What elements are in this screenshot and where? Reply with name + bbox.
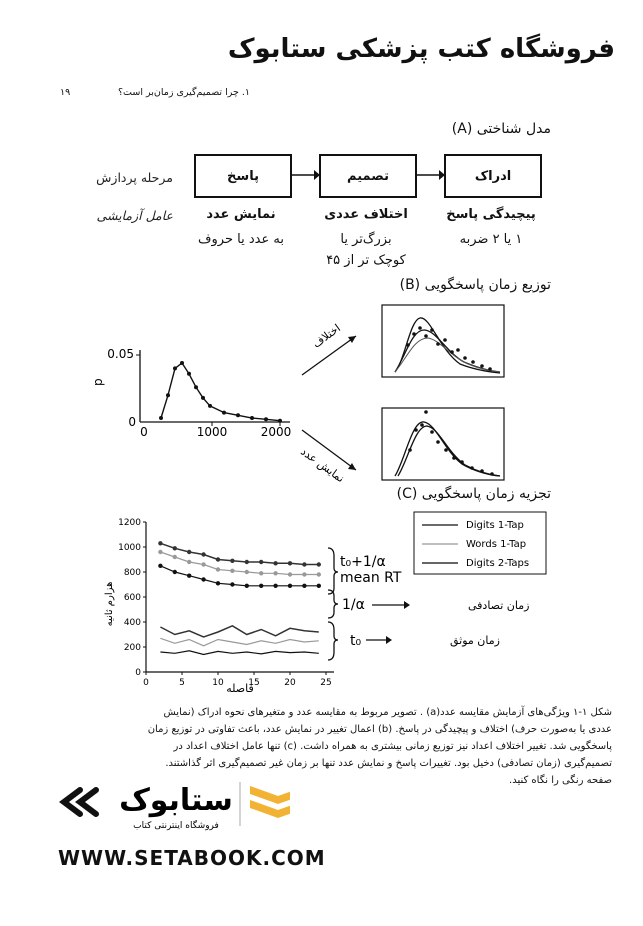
x-tick-label: 1000: [196, 425, 228, 439]
legend-entry: Digits 1-Tap: [466, 520, 524, 531]
x-tick-label: 2000: [260, 425, 292, 439]
y-tick-label: 1200: [118, 518, 141, 528]
level-decision-1: بزرگ‌تر یا: [340, 232, 392, 247]
y-tick-label: 400: [123, 618, 141, 628]
panel-c-label: تجزیه زمان پاسخگویی (C): [396, 486, 551, 502]
arrow-icon: [292, 170, 320, 180]
data-point: [288, 561, 292, 565]
data-point: [259, 560, 263, 564]
data-point: [273, 561, 277, 565]
data-point: [216, 567, 220, 571]
bracket-mean: [328, 548, 338, 594]
caption-line: پاسخگویی شد. تغییر اختلاف اعداد نیز توزیع زمانی بیشتری به همراه داشت. (c) تنها عامل اختلاف اعداد در: [173, 741, 612, 752]
x-tick-label: 20: [284, 678, 296, 688]
arrow-icon: [417, 170, 445, 180]
data-point: [288, 584, 292, 588]
data-point: [230, 582, 234, 586]
series-line: [160, 651, 318, 655]
data-point: [187, 560, 191, 564]
data-point: [173, 366, 177, 370]
data-point: [259, 584, 263, 588]
data-point: [288, 572, 292, 576]
data-point: [187, 550, 191, 554]
site-url: WWW.SETABOOK.COM: [58, 846, 326, 870]
stage-arrows: [290, 165, 446, 185]
data-point: [194, 385, 198, 389]
arrow-icon: [366, 636, 392, 644]
panel-b-figure: [90, 300, 530, 490]
data-point: [158, 541, 162, 545]
factor-perception: پیچیدگی پاسخ: [446, 207, 536, 222]
data-point: [208, 404, 212, 408]
data-point: [273, 584, 277, 588]
stage-box-decision: تصمیم: [319, 154, 417, 198]
bracket-mean-label-2: mean RT: [340, 570, 402, 586]
caption-line: عددی یا به‌صورت حرف) اختلاف و پیچیدگی در پاسخ. (b) اعمال تغییر در نمایش عدد، باعث تفاوتی در توزیع زمان: [147, 724, 612, 735]
series-line: [160, 543, 318, 564]
stage-box-response: پاسخ: [194, 154, 292, 198]
distribution-chart: [91, 347, 291, 439]
distribution-curve: [161, 363, 280, 421]
page-number: ۱۹: [60, 87, 71, 98]
data-point: [173, 555, 177, 559]
data-point: [158, 550, 162, 554]
legend-entry: Words 1-Tap: [466, 539, 527, 550]
random-time-label: زمان تصادفی: [468, 599, 530, 612]
caption-line: شکل ۱-۱ ویژگی‌های آزمایش مقایسه عدد(a) . تصویر مربوط به مقایسه عدد و متغیرهای نحوه ادراک (نمایش: [163, 707, 612, 718]
caption-line: تصمیم‌گیری (زمان تصادفی) دخیل بود. تغییرات پاسخ و نمایش عدد تنها بر زمان غیر تصمیم‌گیری اثر گذاشتند.: [165, 758, 612, 769]
data-point: [201, 552, 205, 556]
chart-legend: [414, 512, 546, 574]
y-tick-label: 0.05: [107, 347, 134, 361]
data-point: [302, 584, 306, 588]
data-point: [180, 361, 184, 365]
data-point: [201, 396, 205, 400]
series-line: [160, 638, 318, 646]
y-tick-label: 1000: [118, 543, 141, 553]
x-tick-label: 25: [320, 678, 332, 688]
y-tick-label: 200: [123, 643, 141, 653]
data-point: [173, 546, 177, 550]
x-axis-label: فاصله: [226, 682, 254, 695]
data-point: [159, 416, 163, 420]
y-axis-label: p: [91, 378, 105, 386]
distribution-chart-display: [382, 408, 504, 480]
data-point: [216, 557, 220, 561]
data-point: [230, 569, 234, 573]
x-tick-label: 5: [179, 678, 185, 688]
level-response: به عدد یا حروف: [198, 232, 284, 247]
data-point: [216, 581, 220, 585]
panel-b-label: توزیع زمان پاسخگویی (B): [399, 277, 551, 293]
data-point: [201, 577, 205, 581]
data-point: [250, 416, 254, 420]
data-point: [230, 559, 234, 563]
data-point: [245, 570, 249, 574]
data-point: [317, 584, 321, 588]
series-line: [160, 626, 318, 637]
logo-chevron-icon: [64, 790, 96, 814]
fixed-time-label: زمان موثق: [450, 634, 500, 647]
x-tick-label: 0: [143, 678, 149, 688]
data-point: [302, 562, 306, 566]
data-point: [201, 562, 205, 566]
y-tick-label: 0: [135, 668, 141, 678]
data-point: [245, 560, 249, 564]
data-point: [245, 584, 249, 588]
x-tick-label: 15: [248, 678, 260, 688]
series-line: [160, 566, 318, 586]
arrow-up-label: اختلاف: [310, 321, 343, 351]
logo-wordmark: ستابوک: [119, 783, 233, 818]
y-tick-label: 0: [128, 415, 136, 429]
book-stack-icon: [250, 786, 290, 818]
y-tick-label: 600: [123, 593, 141, 603]
y-tick-label: 800: [123, 568, 141, 578]
y-axis-label: هزارم ثانیه: [104, 581, 115, 627]
data-point: [166, 393, 170, 397]
setabook-logo: [50, 772, 290, 836]
data-point: [302, 572, 306, 576]
running-header: [60, 87, 250, 98]
data-points: [406, 326, 492, 371]
data-point: [187, 574, 191, 578]
legend-entry: Digits 2-Taps: [466, 558, 530, 569]
data-point: [259, 571, 263, 575]
running-title: ۱. چرا تصمیم‌گیری زمان‌بر است؟: [118, 87, 250, 98]
factor-decision: اختلاف عددی: [324, 207, 408, 222]
data-point: [236, 413, 240, 417]
caption-line: صفحه رنگی را نگاه کنید.: [509, 775, 612, 786]
data-points: [408, 410, 494, 476]
distribution-chart-difference: [382, 305, 504, 377]
arrow-down-label: نمایش عدد: [298, 444, 347, 486]
arrow-icon: [372, 601, 410, 609]
level-decision-2: کوچک تر از ۴۵: [326, 253, 406, 268]
stage-box-perception: ادراک: [444, 154, 542, 198]
data-point: [317, 572, 321, 576]
level-perception: ۱ یا ۲ ضربه: [459, 232, 523, 247]
data-point: [173, 570, 177, 574]
data-point: [264, 417, 268, 421]
data-point: [317, 562, 321, 566]
data-point: [158, 564, 162, 568]
row-label-factor: عامل آزمایشی: [96, 208, 173, 223]
data-point: [222, 411, 226, 415]
bracket-mean-label: t₀+1/α: [340, 554, 386, 570]
x-tick-label: 0: [140, 425, 148, 439]
bracket-t0: [328, 622, 338, 660]
data-point: [278, 419, 282, 423]
data-point: [187, 372, 191, 376]
bracket-alpha-label: 1/α: [342, 597, 365, 613]
row-label-stage: مرحله پردازش: [96, 170, 173, 185]
data-point: [273, 571, 277, 575]
brand-title: فروشگاه کتب پزشکی ستابوک: [227, 34, 615, 64]
panel-a-label: مدل شناختی (A): [451, 121, 551, 137]
x-tick-label: 10: [212, 678, 224, 688]
factor-response: نمایش عدد: [206, 207, 276, 222]
bracket-t0-label: t₀: [350, 633, 362, 649]
logo-subtitle: فروشگاه اینترنتی کتاب: [133, 821, 219, 831]
panel-c-figure: [96, 508, 566, 698]
